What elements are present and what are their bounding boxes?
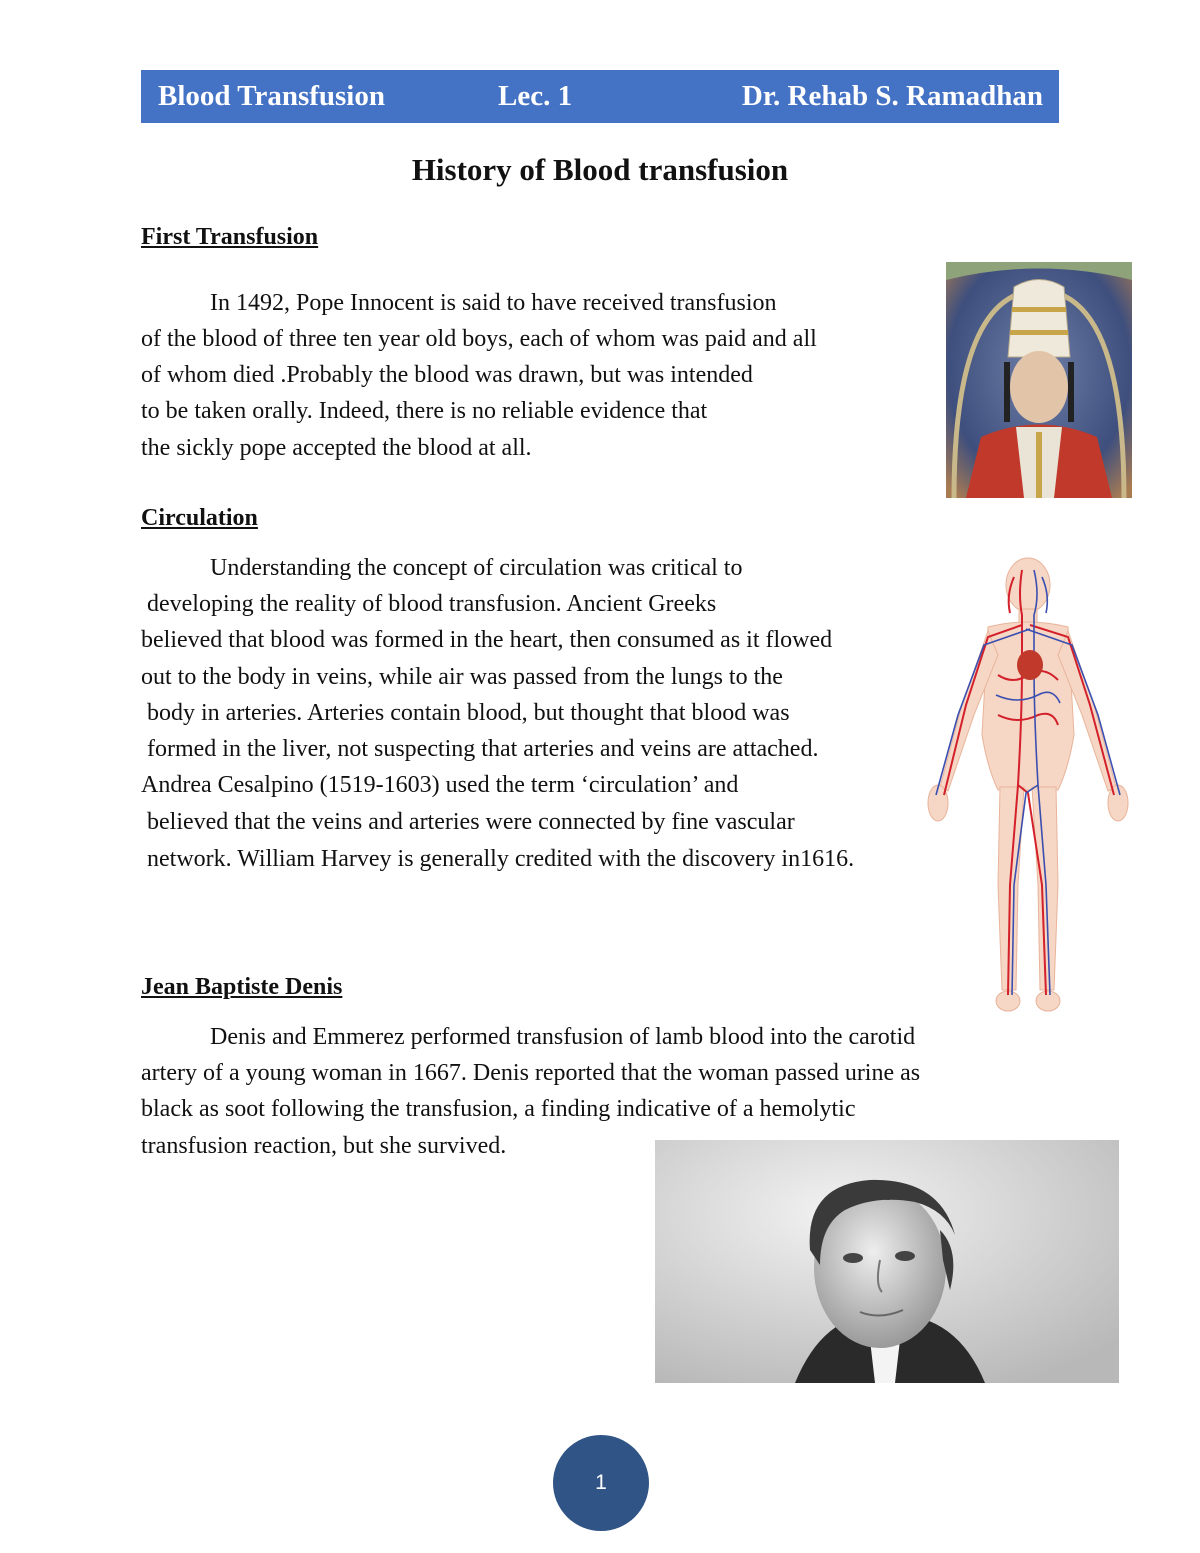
denis-portrait xyxy=(655,1140,1119,1383)
text-line: believed that the veins and arteries were connected by fine vascular xyxy=(147,809,795,835)
text-line: Andrea Cesalpino (1519-1603) used the term ‘circulation’ and xyxy=(141,772,739,798)
text-line: developing the reality of blood transfusion. Ancient Greeks xyxy=(147,591,717,617)
text-line: Denis and Emmerez performed transfusion of lamb blood into the carotid xyxy=(210,1024,916,1050)
text-line: to be taken orally. Indeed, there is no reliable evidence that xyxy=(141,398,708,424)
page-number: 1 xyxy=(553,1435,649,1531)
text-line: of whom died .Probably the blood was drawn, but was intended xyxy=(141,362,753,388)
text-line: artery of a young woman in 1667. Denis reported that the woman passed urine as xyxy=(141,1060,921,1086)
text-line: believed that blood was formed in the heart, then consumed as it flowed xyxy=(141,627,833,653)
text-line: of the blood of three ten year old boys, each of whom was paid and all xyxy=(141,326,817,352)
header-bar xyxy=(141,70,1059,123)
text-line: transfusion reaction, but she survived. xyxy=(141,1133,507,1159)
circulatory-system-figure xyxy=(918,555,1138,1017)
header-lecture: Lec. 1 xyxy=(498,80,573,112)
text-line: In 1492, Pope Innocent is said to have received transfusion xyxy=(210,290,777,316)
heading-first-transfusion: First Transfusion xyxy=(141,224,319,250)
heading-circulation: Circulation xyxy=(141,505,258,531)
text-line: body in arteries. Arteries contain blood, but thought that blood was xyxy=(147,700,790,726)
page-title: History of Blood transfusion xyxy=(411,152,789,187)
pope-innocent-portrait xyxy=(946,262,1132,498)
text-line: black as soot following the transfusion, a finding indicative of a hemolytic xyxy=(141,1096,856,1122)
text-line: the sickly pope accepted the blood at all. xyxy=(141,435,532,461)
header-course: Blood Transfusion xyxy=(158,80,385,112)
text-line: Understanding the concept of circulation was critical to xyxy=(210,555,743,581)
text-line: out to the body in veins, while air was passed from the lungs to the xyxy=(141,664,783,690)
header-author: Dr. Rehab S. Ramadhan xyxy=(741,80,1043,112)
text-line: formed in the liver, not suspecting that arteries and veins are attached. xyxy=(147,736,819,762)
heading-denis: Jean Baptiste Denis xyxy=(141,974,343,1000)
text-line: network. William Harvey is generally credited with the discovery in1616. xyxy=(147,846,855,872)
